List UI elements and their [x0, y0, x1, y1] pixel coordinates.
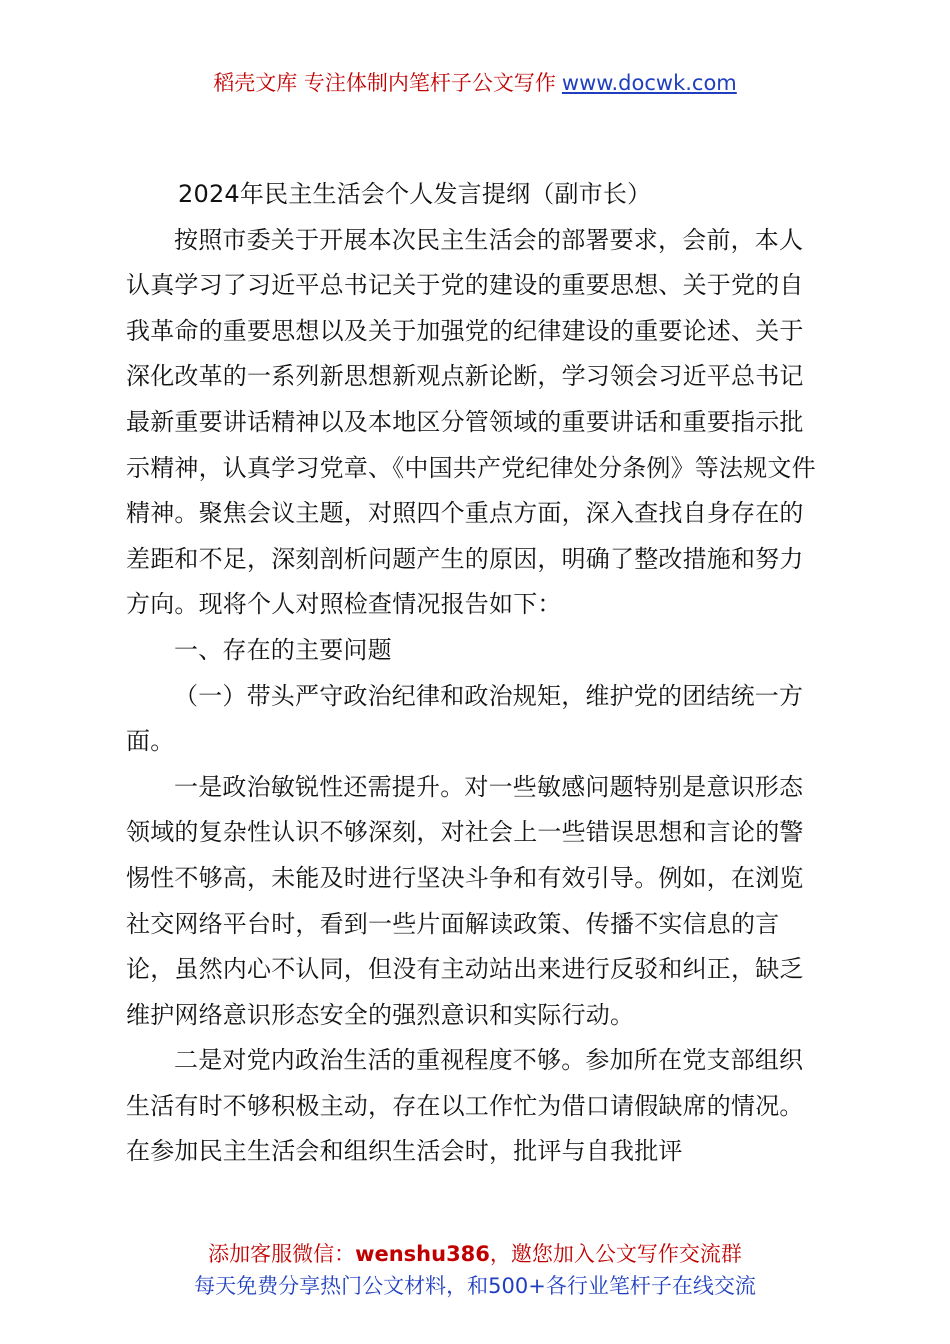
footer-share-line: 每天免费分享热门公文材料，和500+各行业笔杆子在线交流: [194, 1274, 756, 1298]
site-link[interactable]: www.docwk.com: [561, 71, 737, 95]
paragraph-point-one: 一是政治敏锐性还需提升。对一些敏感问题特别是意识形态领域的复杂性认识不够深刻，对社会上一些错误思想和言论的警惕性不够高，未能及时进行坚决斗争和有效引导。例如，在浏览社交网络平台时，看到一些片面解读政策、传播不实信息的言论，虽然内心不认同，但没有主动站出来进行反驳和纠正，缺乏维护网络意识形态安全的强烈意识和实际行动。: [126, 772, 804, 1029]
footer-wechat-id: wenshu386: [355, 1242, 490, 1266]
site-slogan: 稻壳文库 专注体制内笔杆子公文写作: [213, 71, 556, 95]
promo-footer: [0, 1238, 950, 1302]
document-body: [126, 172, 826, 1175]
footer-contact-suffix: ，邀您加入公文写作交流群: [489, 1242, 742, 1266]
footer-contact-prefix: 添加客服微信：: [208, 1242, 356, 1266]
section-heading: 一、存在的主要问题: [174, 635, 392, 664]
document-title: 2024年民主生活会个人发言提纲（副市长）: [178, 180, 652, 208]
paragraph-intro: 按照市委关于开展本次民主生活会的部署要求，会前，本人认真学习了习近平总书记关于党的建设的重要思想、关于党的自我革命的重要思想以及关于加强党的纪律建设的重要论述、关于深化改革的一系列新思想新观点新论断，学习领会习近平总书记最新重要讲话精神以及本地区分管领域的重要讲话和重要指示批示精神，认真学习党章、《中国共产党纪律处分条例》等法规文件精神。聚焦会议主题，对照四个重点方面，深入查找自身存在的差距和不足，深刻剖析问题产生的原因，明确了整改措施和努力方向。现将个人对照检查情况报告如下：: [126, 225, 816, 619]
subsection-heading: （一）带头严守政治纪律和政治规矩，维护党的团结统一方面。: [126, 681, 804, 756]
site-header: [0, 68, 950, 98]
footer-contact-line: [0, 1238, 950, 1270]
paragraph-point-two: 二是对党内政治生活的重视程度不够。参加所在党支部组织生活有时不够积极主动，存在以工作忙为借口请假缺席的情况。在参加民主生活会和组织生活会时，批评与自我批评: [126, 1046, 804, 1166]
